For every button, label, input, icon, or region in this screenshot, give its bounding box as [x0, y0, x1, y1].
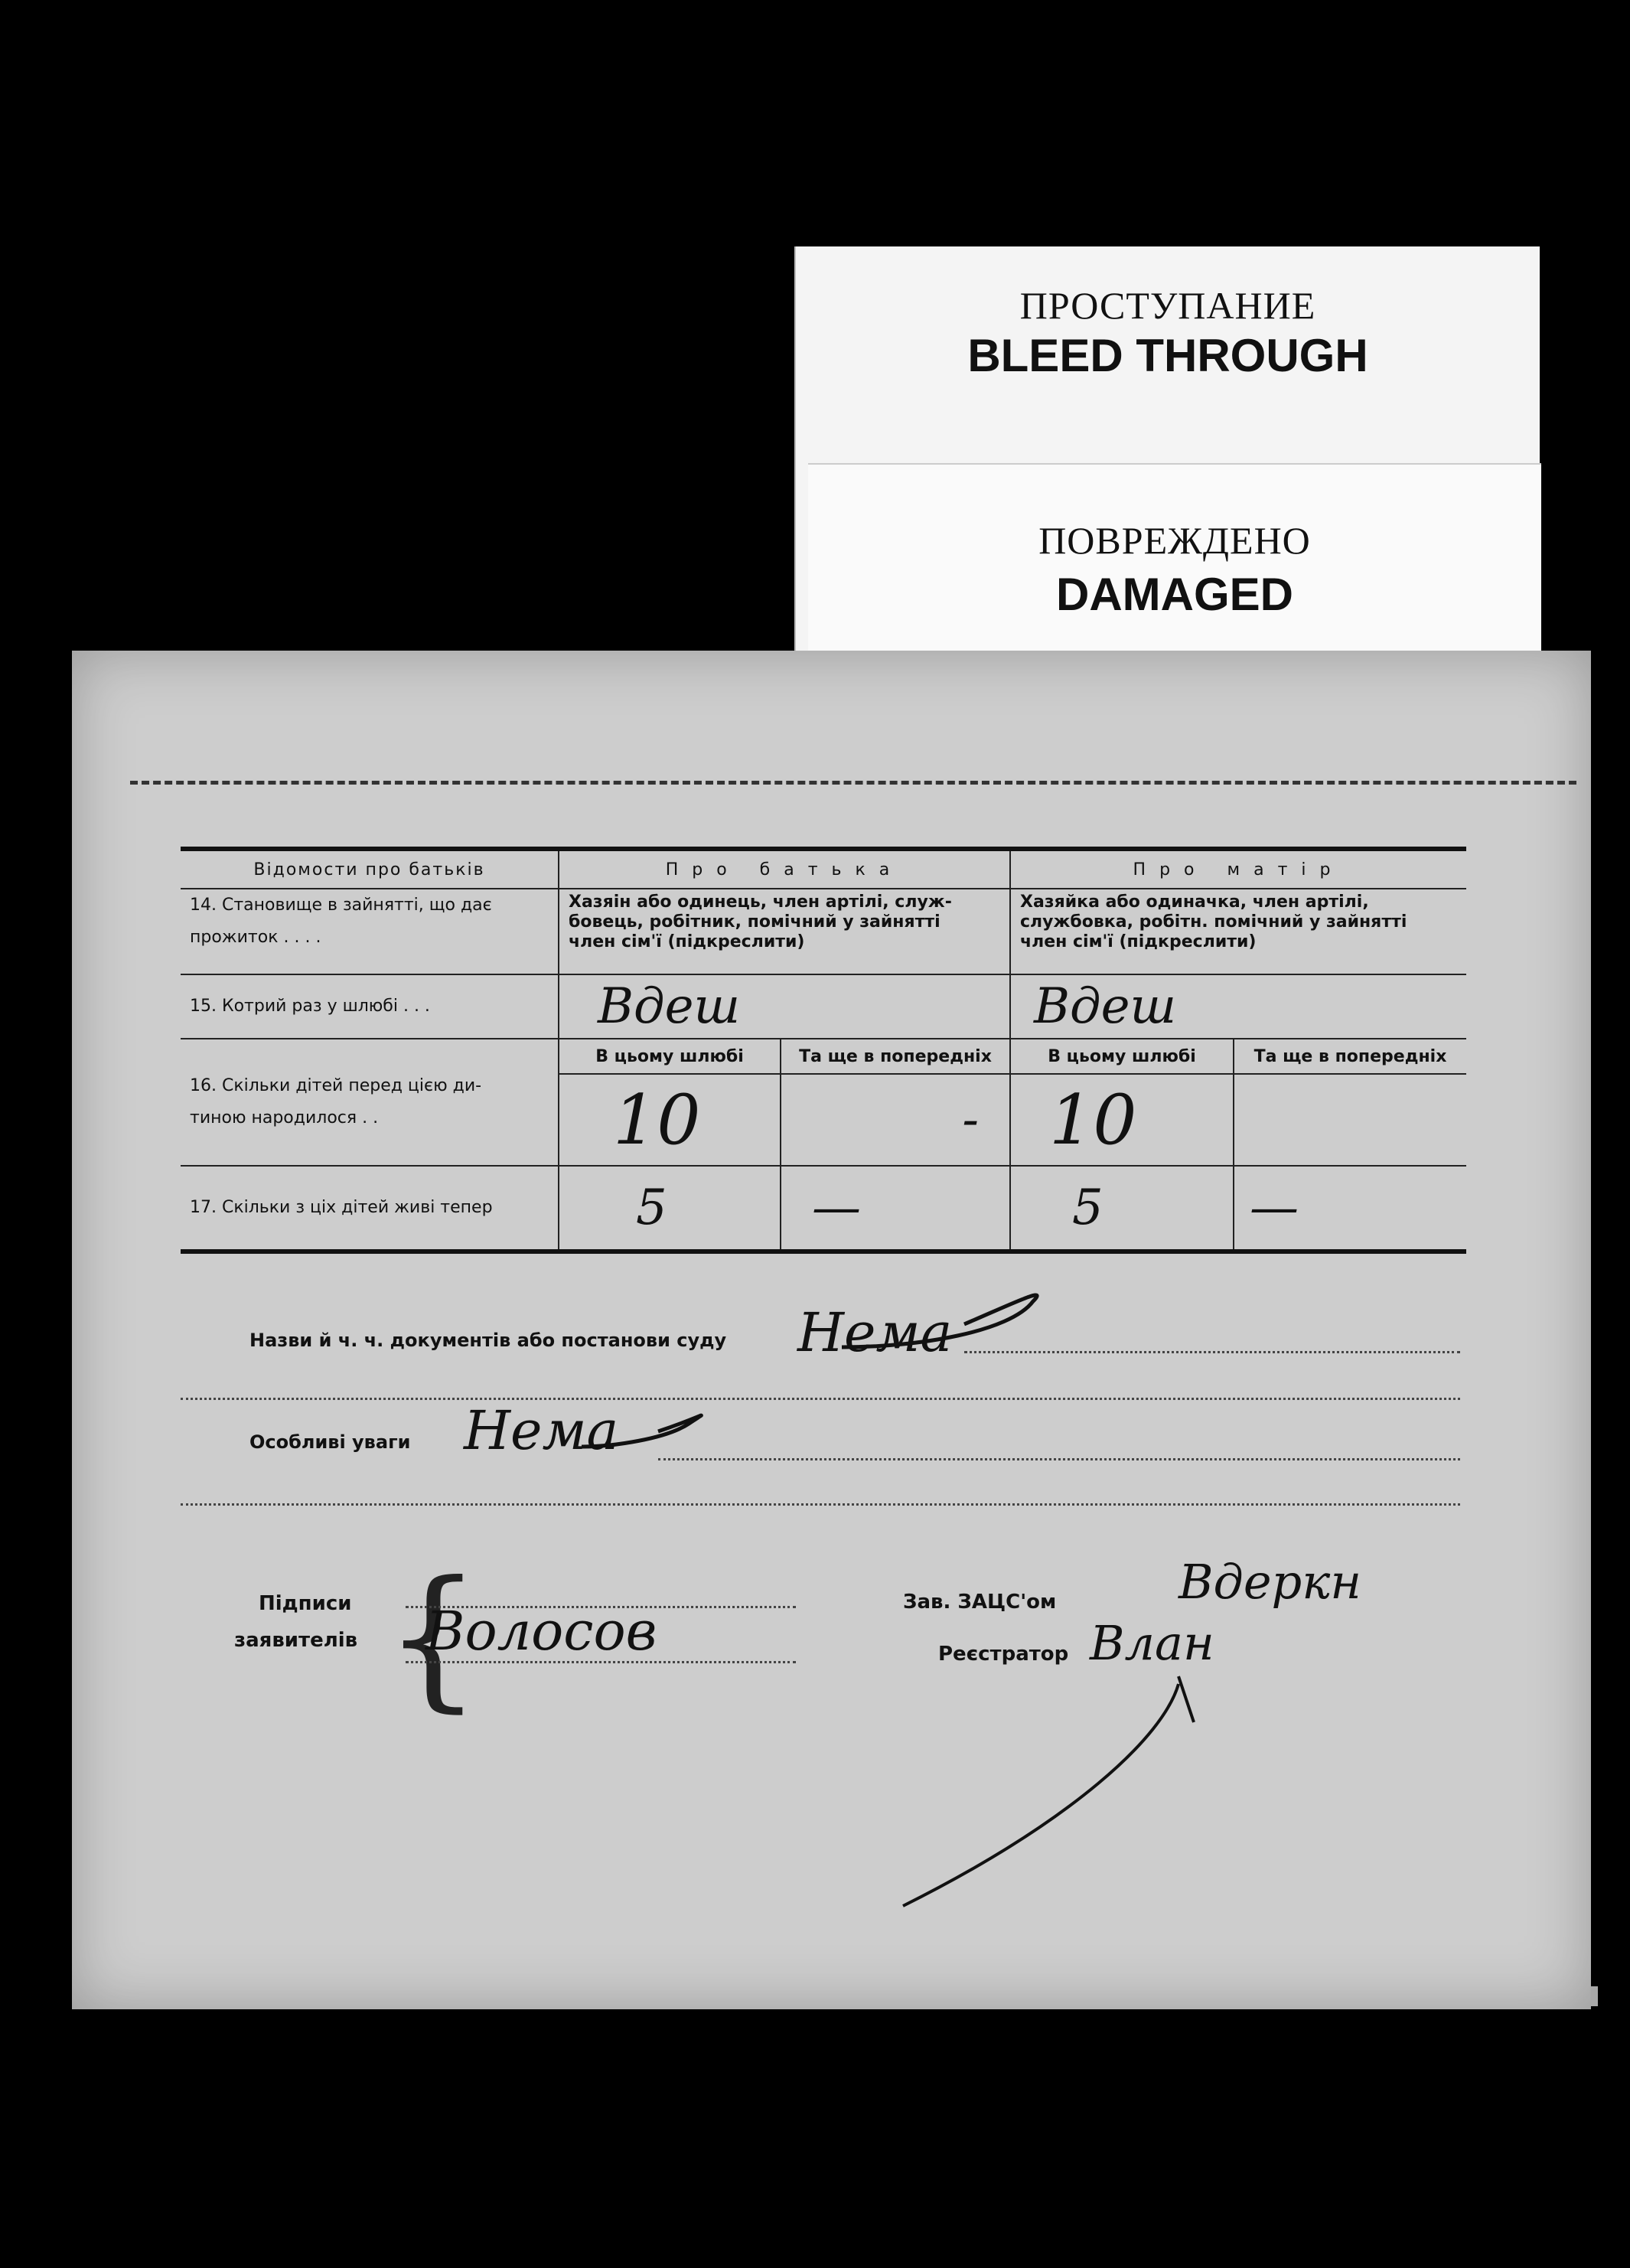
signatures-label-2: заявителів	[234, 1629, 358, 1652]
subheader-mother-this: В цьому шлюбі	[1010, 1039, 1234, 1074]
row17-father-prev: —	[781, 1166, 1010, 1251]
head-value: Вдеркн	[1178, 1554, 1362, 1610]
bleed-through-ru-label: ПРОСТУПАНИЕ	[1019, 284, 1316, 327]
damaged-en-label: DAMAGED	[1056, 569, 1293, 620]
row15-label: 15. Котрий раз у шлюбі . . .	[181, 974, 559, 1039]
remarks-label: Особливі уваги	[249, 1431, 411, 1453]
head-label: Зав. ЗАЦС'ом	[903, 1591, 1057, 1614]
header-mother: Про матір	[1010, 849, 1466, 889]
signatures-label-1: Підписи	[259, 1592, 352, 1615]
row14-label: 14. Становище в зайнятті, що дає прожиток . . . .	[181, 889, 559, 974]
row15-father-value: Вдеш	[559, 974, 1010, 1039]
signatures-value: Волосов	[425, 1600, 657, 1663]
subheader-mother-prev: Та ще в попередніх	[1234, 1039, 1466, 1074]
signatures-brace: {	[384, 1548, 482, 1727]
documents-flourish	[842, 1295, 1037, 1347]
registrar-flourish	[903, 1684, 1178, 1906]
row15-mother-value: Вдеш	[1010, 974, 1466, 1039]
row16-father-prev: -	[781, 1074, 1010, 1166]
remarks-value: Нема	[464, 1399, 619, 1462]
row16-father-this: 10	[559, 1074, 781, 1166]
remarks-flourish	[582, 1415, 701, 1447]
header-info: Відомости про батьків	[181, 849, 559, 889]
row17-mother-this: 5	[1010, 1166, 1234, 1251]
subheader-father-this: В цьому шлюбі	[559, 1039, 781, 1074]
row14-mother: Хазяйка або одиначка, член артілі, службовка, робітн. помічний у зайнятті член сім'ї (підкреслити)	[1010, 889, 1466, 974]
bleed-through-en-label: BLEED THROUGH	[967, 330, 1368, 381]
registrar-label: Реєстратор	[938, 1643, 1069, 1666]
row17-father-this: 5	[559, 1166, 781, 1251]
documents-label: Назви й ч. ч. документів або постанови суду	[249, 1330, 727, 1351]
row16-mother-this: 10	[1010, 1074, 1234, 1166]
documents-value: Немa	[797, 1301, 953, 1364]
subheader-father-prev: Та ще в попередніх	[781, 1039, 1010, 1074]
header-father: Про батька	[559, 849, 1010, 889]
damaged-ru-label: ПОВРЕЖДЕНО	[1038, 519, 1311, 562]
registrar-stroke	[1178, 1676, 1194, 1722]
row17-mother-prev: —	[1234, 1166, 1466, 1251]
row14-father: Хазяін або одинець, член артілі, служ- бовець, робітник, помічний у зайнятті член сім'ї (підкреслити)	[559, 889, 1010, 974]
registrar-value: Влан	[1090, 1615, 1214, 1671]
row16-label: 16. Скільки дітей перед цією ди- тиною народилося . .	[181, 1039, 559, 1166]
row17-label: 17. Скільки з ціх дітей живі тепер	[181, 1166, 559, 1251]
